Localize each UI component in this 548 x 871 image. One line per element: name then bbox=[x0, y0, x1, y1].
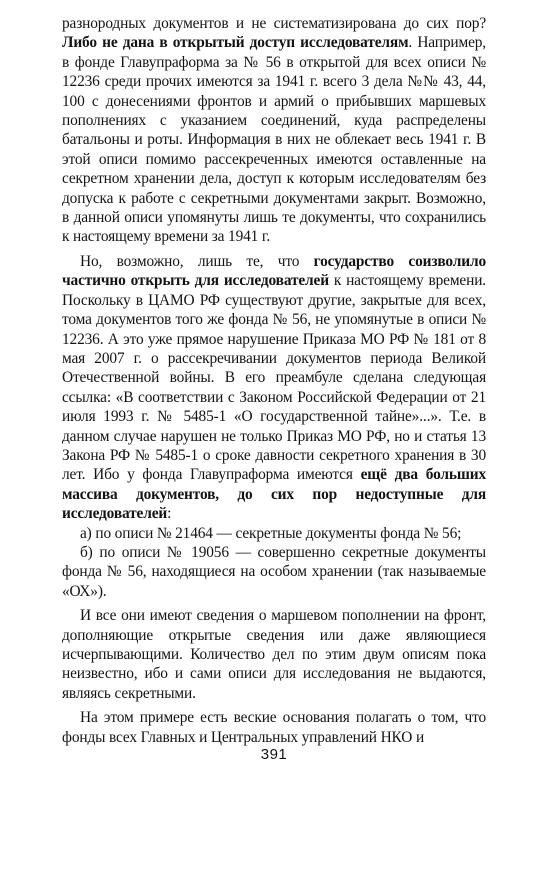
text-run: : bbox=[167, 505, 172, 523]
text-run: . Например, в фонде Главупраформа за № 56 в открытой для всех описи № 12236 среди прочих имеются за 1941 г. всего 3 дела №№ 43, 44, 100 с донесениями фронтов и армий о прибывших маршевых пополнениях с указанием соединений, куда распределены батальоны и роты. Информация в них не облекает весь 1941 г. В этой описи помимо рассекреченных имеются оставленные на секретном хранении дела, доступ к которым исследователям без допуска к работе с секретными документами закрыт. Возможно, в данной описи упомянуты лишь те документы, что сохранились к настоящему времени за 1941 г. bbox=[62, 34, 486, 246]
paragraph-4: На этом примере есть веские основания полагать о том, что фонды всех Главных и Центральных управлений НКО и bbox=[62, 709, 486, 746]
paragraph-1 bbox=[62, 14, 486, 247]
page-number: 391 bbox=[260, 746, 288, 763]
list-item-b: б) по описи № 19056 — совершенно секретные документы фонда № 56, находящиеся на особом хранении (так называемые «ОХ»). bbox=[62, 543, 486, 600]
bold-emphasis: ещё два больших массива документов, до сих пор недоступные для исследователей bbox=[62, 466, 486, 523]
paragraph-2 bbox=[62, 252, 486, 524]
text-run: к настоящему времени. Поскольку в ЦАМО РФ существуют другие, закрытые для всех, тома документов того же фонда № 56, не упомянутые в описи № 12236. А это уже прямое нарушение Приказа МО РФ № 181 от 8 мая 2007 г. о рассекречивании документов периода Великой Отечественной войны. В его преамбуле сделана следующая ссылка: «В соответствии с Законом Российской Федерации от 21 июля 1993 г. № 5485-1 «О государственной тайне»...». Т.е. в данном случае нарушен не только Приказ МО РФ, но и статья 13 Закона РФ № 5485-1 о сроке давности секретного хранения в 30 лет. Ибо у фонда Главупраформа имеются bbox=[62, 272, 486, 484]
list-item-a: а) по описи № 21464 — секретные документы фонда № 56; bbox=[80, 524, 462, 542]
body-text bbox=[62, 14, 486, 747]
text-run: разнородных документов и не систематизирована до сих пор? bbox=[62, 15, 486, 32]
bold-emphasis: государство соизволило частично открыть для исследователей bbox=[62, 252, 486, 290]
bold-emphasis: Либо не дана в открытый доступ исследователям bbox=[62, 34, 409, 52]
text-run: Но, возможно, лишь те, что bbox=[80, 252, 314, 270]
paragraph-3: И все они имеют сведения о маршевом пополнении на фронт, дополняющие открытые сведения или даже являющиеся исчерпывающими. Количество дел по этим двум описям пока неизвестно, ибо и сами описи для исследования не выдаются, являясь секретными. bbox=[62, 607, 486, 702]
